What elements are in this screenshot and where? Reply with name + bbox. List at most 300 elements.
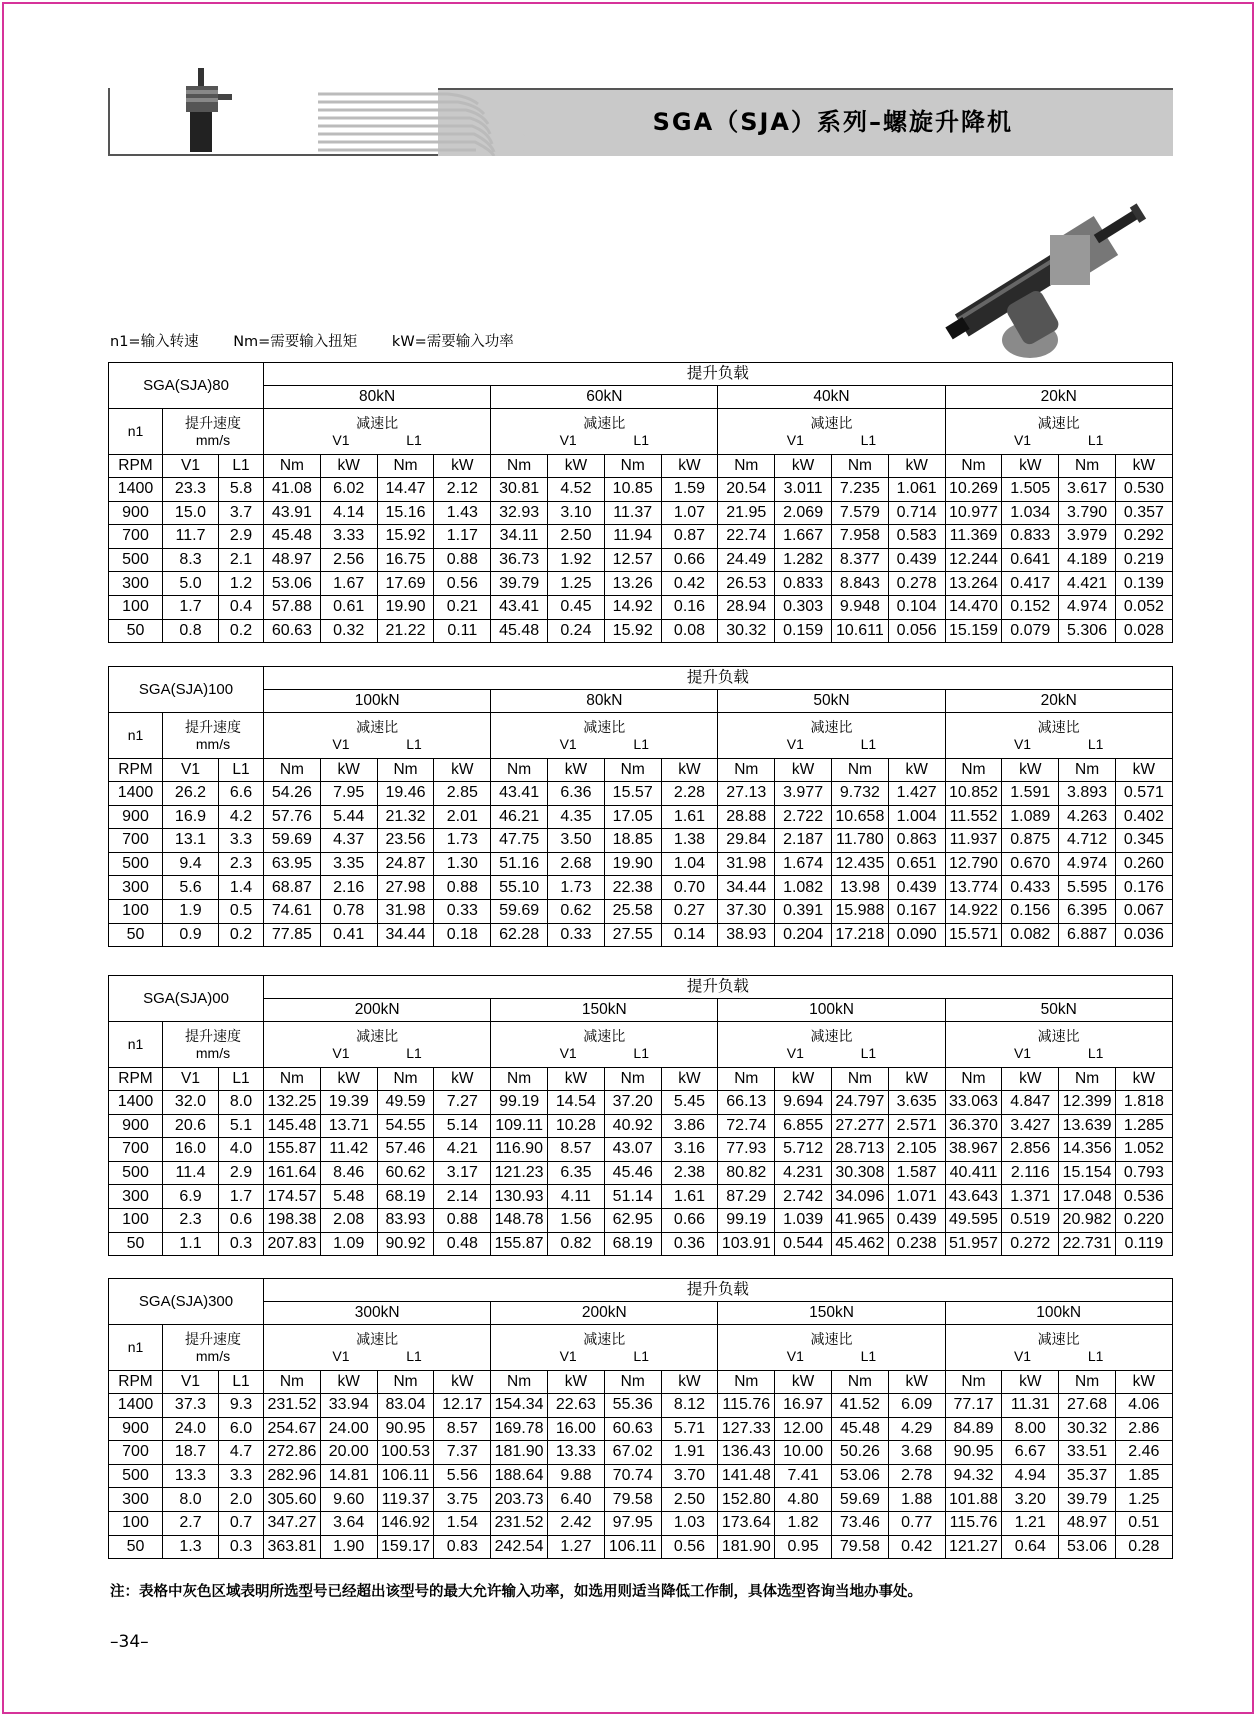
ratio-l1: L1 [1087, 735, 1104, 752]
table-cell: 35.37 [1059, 1464, 1116, 1488]
table-row [109, 619, 1173, 643]
table-cell: 12.790 [945, 852, 1002, 876]
table-cell: 3.979 [1059, 525, 1116, 549]
ratio-sub [718, 1348, 944, 1365]
nm-header: Nm [377, 1068, 434, 1091]
ratio-sub [946, 432, 1172, 449]
ratio-l1: L1 [406, 1044, 422, 1061]
table-cell: 23.3 [163, 478, 219, 502]
speed-unit: mm/s [195, 735, 231, 752]
table-cell: 7.41 [775, 1464, 832, 1488]
table-cell: 16.97 [775, 1394, 832, 1418]
table-cell: 6.09 [888, 1394, 945, 1418]
table-cell: 254.67 [264, 1417, 321, 1441]
table-cell: 33.94 [320, 1394, 377, 1418]
ratio-header [264, 1022, 491, 1068]
table-cell: 20.982 [1059, 1208, 1116, 1232]
ratio-header [945, 1022, 1172, 1068]
table-cell: 15.988 [831, 899, 888, 923]
table-cell: 51.16 [491, 852, 548, 876]
kw-header: kW [661, 1371, 718, 1394]
load-value: 20kN [945, 386, 1172, 409]
ratio-v1: V1 [332, 1347, 350, 1364]
table-cell: 0.11 [434, 619, 491, 643]
table-cell: 1.089 [1002, 805, 1059, 829]
table-row [109, 805, 1173, 829]
table-cell: 0.303 [775, 595, 832, 619]
table-row [109, 1488, 1173, 1512]
ratio-l1: L1 [633, 1347, 649, 1364]
table-cell: 145.48 [264, 1114, 321, 1138]
table-cell: 0.260 [1115, 852, 1172, 876]
table-row [109, 829, 1173, 853]
table-cell: 38.967 [945, 1138, 1002, 1162]
kw-header: kW [1002, 759, 1059, 782]
ratio-label: 减速比 [1037, 718, 1080, 735]
speed-label: 提升速度 [185, 718, 241, 735]
table-cell: 2.28 [661, 782, 718, 806]
table-cell: 8.0 [163, 1488, 219, 1512]
table-cell: 0.439 [888, 548, 945, 572]
table-cell: 0.78 [320, 899, 377, 923]
table-cell: 70.74 [604, 1464, 661, 1488]
table-cell: 1.09 [320, 1232, 377, 1256]
table-cell: 0.036 [1115, 923, 1172, 947]
table-cell: 1400 [109, 782, 163, 806]
table-cell: 97.95 [604, 1511, 661, 1535]
table-cell: 0.9 [163, 923, 219, 947]
table-cell: 3.7 [219, 501, 264, 525]
table-cell: 28.94 [718, 595, 775, 619]
table-cell: 2.46 [1115, 1441, 1172, 1465]
ratio-v1: V1 [559, 735, 577, 752]
table-cell: 141.48 [718, 1464, 775, 1488]
table-cell: 8.00 [1002, 1417, 1059, 1441]
load-header: 提升负载 [264, 976, 1173, 999]
nm-header: Nm [718, 1068, 775, 1091]
speed-label: 提升速度 [185, 1330, 241, 1347]
table-cell: 99.19 [718, 1208, 775, 1232]
nm-header: Nm [377, 759, 434, 782]
table-cell: 1.7 [219, 1185, 264, 1209]
table-cell: 3.10 [548, 501, 605, 525]
table-cell: 0.670 [1002, 852, 1059, 876]
ratio-l1: L1 [406, 431, 422, 448]
table-cell: 0.219 [1115, 548, 1172, 572]
nm-header: Nm [377, 455, 434, 478]
ratio-l1: L1 [633, 1044, 649, 1061]
table-cell: 11.7 [163, 525, 219, 549]
table-cell: 0.16 [661, 595, 718, 619]
table-cell: 5.44 [320, 805, 377, 829]
ratio-v1: V1 [1013, 1044, 1032, 1061]
table-cell: 5.48 [320, 1185, 377, 1209]
ratio-v1: V1 [786, 1347, 804, 1364]
table-cell: 0.3 [219, 1232, 264, 1256]
kw-header: kW [661, 759, 718, 782]
table-cell: 79.58 [831, 1535, 888, 1559]
table-cell: 43.643 [945, 1185, 1002, 1209]
table-cell: 21.22 [377, 619, 434, 643]
table-cell: 0.33 [434, 899, 491, 923]
table-cell: 12.244 [945, 548, 1002, 572]
table-cell: 1.587 [888, 1161, 945, 1185]
table-cell: 8.57 [548, 1138, 605, 1162]
ratio-v1: V1 [786, 431, 804, 448]
speed-header [163, 1325, 264, 1371]
table-cell: 136.43 [718, 1441, 775, 1465]
nm-header: Nm [718, 455, 775, 478]
table-cell: 100 [109, 1208, 163, 1232]
table-cell: 169.78 [491, 1417, 548, 1441]
table-row [109, 1138, 1173, 1162]
nm-header: Nm [264, 455, 321, 478]
ratio-sub [491, 1045, 717, 1062]
ratio-v1: V1 [1013, 735, 1032, 752]
table-cell: 1.91 [661, 1441, 718, 1465]
table-cell: 4.7 [219, 1441, 264, 1465]
table-cell: 57.76 [264, 805, 321, 829]
table-cell: 0.6 [219, 1208, 264, 1232]
table-cell: 0.18 [434, 923, 491, 947]
table-cell: 1.3 [163, 1535, 219, 1559]
legend-n1: n1=输入转速 [110, 334, 199, 350]
table-cell: 9.60 [320, 1488, 377, 1512]
model-name: SGA(SJA)00 [109, 976, 264, 1022]
table-cell: 0.159 [775, 619, 832, 643]
ratio-header [264, 713, 491, 759]
table-cell: 6.02 [320, 478, 377, 502]
table-cell: 3.64 [320, 1511, 377, 1535]
table-cell: 3.86 [661, 1114, 718, 1138]
table-cell: 2.12 [434, 478, 491, 502]
table-cell: 6.887 [1059, 923, 1116, 947]
table-cell: 2.722 [775, 805, 832, 829]
table-cell: 36.370 [945, 1114, 1002, 1138]
table-cell: 4.94 [1002, 1464, 1059, 1488]
ratio-v1: V1 [332, 735, 350, 752]
table-cell: 28.713 [831, 1138, 888, 1162]
table-cell: 4.52 [548, 478, 605, 502]
table-cell: 0.052 [1115, 595, 1172, 619]
table-cell: 3.35 [320, 852, 377, 876]
table-cell: 900 [109, 501, 163, 525]
table-row [109, 501, 1173, 525]
table-cell: 1.82 [775, 1511, 832, 1535]
table-cell: 154.34 [491, 1394, 548, 1418]
table-cell: 39.79 [1059, 1488, 1116, 1512]
load-value: 150kN [491, 999, 718, 1022]
table-cell: 38.93 [718, 923, 775, 947]
table-cell: 26.53 [718, 572, 775, 596]
table-row [109, 1441, 1173, 1465]
table-cell: 9.694 [775, 1091, 832, 1115]
kw-header: kW [548, 1371, 605, 1394]
table-cell: 45.48 [264, 525, 321, 549]
table-row [109, 1114, 1173, 1138]
table-cell: 0.167 [888, 899, 945, 923]
table-cell: 27.55 [604, 923, 661, 947]
table-cell: 7.37 [434, 1441, 491, 1465]
table-cell: 90.92 [377, 1232, 434, 1256]
ratio-l1: L1 [860, 1044, 877, 1061]
table-cell: 41.08 [264, 478, 321, 502]
table-cell: 3.790 [1059, 501, 1116, 525]
table-cell: 2.86 [1115, 1417, 1172, 1441]
table-cell: 10.00 [775, 1441, 832, 1465]
ratio-sub [264, 1348, 490, 1365]
table-cell: 0.95 [775, 1535, 832, 1559]
table-cell: 62.28 [491, 923, 548, 947]
table-cell: 77.93 [718, 1138, 775, 1162]
table-cell: 1400 [109, 478, 163, 502]
table-cell: 14.356 [1059, 1138, 1116, 1162]
table-cell: 0.36 [661, 1232, 718, 1256]
table-cell: 127.33 [718, 1417, 775, 1441]
table-cell: 2.16 [320, 876, 377, 900]
table-cell: 1.25 [548, 572, 605, 596]
table-cell: 17.69 [377, 572, 434, 596]
table-cell: 15.159 [945, 619, 1002, 643]
table-cell: 0.793 [1115, 1161, 1172, 1185]
table-cell: 2.1 [219, 548, 264, 572]
table-cell: 0.32 [320, 619, 377, 643]
table-cell: 900 [109, 1114, 163, 1138]
table-cell: 2.7 [163, 1511, 219, 1535]
table-cell: 37.3 [163, 1394, 219, 1418]
table-cell: 1.7 [163, 595, 219, 619]
load-value: 200kN [491, 1302, 718, 1325]
table-cell: 0.056 [888, 619, 945, 643]
table-cell: 0.345 [1115, 829, 1172, 853]
table-cell: 116.90 [491, 1138, 548, 1162]
table-cell: 1.21 [1002, 1511, 1059, 1535]
table-cell: 363.81 [264, 1535, 321, 1559]
model-name: SGA(SJA)300 [109, 1279, 264, 1325]
table-cell: 0.402 [1115, 805, 1172, 829]
table-cell: 242.54 [491, 1535, 548, 1559]
table-cell: 41.965 [831, 1208, 888, 1232]
table-cell: 4.35 [548, 805, 605, 829]
table-cell: 24.00 [320, 1417, 377, 1441]
table-cell: 1.88 [888, 1488, 945, 1512]
table-cell: 11.37 [604, 501, 661, 525]
table-cell: 32.0 [163, 1091, 219, 1115]
ratio-label: 减速比 [1037, 1330, 1080, 1347]
table-cell: 1.67 [320, 572, 377, 596]
table-cell: 11.937 [945, 829, 1002, 853]
ratio-sub [491, 1348, 717, 1365]
load-value: 100kN [264, 690, 491, 713]
table-cell: 8.377 [831, 548, 888, 572]
table-cell: 27.13 [718, 782, 775, 806]
table-cell: 90.95 [945, 1441, 1002, 1465]
table-cell: 0.14 [661, 923, 718, 947]
table-cell: 121.27 [945, 1535, 1002, 1559]
table-cell: 0.571 [1115, 782, 1172, 806]
table-cell: 6.67 [1002, 1441, 1059, 1465]
table-cell: 30.81 [491, 478, 548, 502]
table-cell: 43.41 [491, 595, 548, 619]
table-cell: 0.27 [661, 899, 718, 923]
table-cell: 1.56 [548, 1208, 605, 1232]
table-cell: 83.93 [377, 1208, 434, 1232]
table-cell: 14.54 [548, 1091, 605, 1115]
table-cell: 0.2 [219, 619, 264, 643]
table-cell: 50.26 [831, 1441, 888, 1465]
table-cell: 0.56 [434, 572, 491, 596]
table-cell: 0.439 [888, 876, 945, 900]
load-value: 40kN [718, 386, 945, 409]
table-row [109, 1464, 1173, 1488]
table-cell: 188.64 [491, 1464, 548, 1488]
speed-label: 提升速度 [185, 414, 241, 431]
table-cell: 16.75 [377, 548, 434, 572]
table-cell: 21.32 [377, 805, 434, 829]
nm-header: Nm [945, 455, 1002, 478]
table-cell: 1400 [109, 1091, 163, 1115]
table-cell: 50 [109, 1535, 163, 1559]
table-cell: 11.94 [604, 525, 661, 549]
table-cell: 47.75 [491, 829, 548, 853]
table-cell: 106.11 [604, 1535, 661, 1559]
table-cell: 63.95 [264, 852, 321, 876]
table-cell: 1.082 [775, 876, 832, 900]
table-cell: 0.544 [775, 1232, 832, 1256]
table-cell: 6.36 [548, 782, 605, 806]
table-cell: 25.58 [604, 899, 661, 923]
table-cell: 3.3 [219, 1464, 264, 1488]
table-cell: 1.25 [1115, 1488, 1172, 1512]
table-cell: 13.774 [945, 876, 1002, 900]
ratio-sub [718, 1045, 944, 1062]
table-cell: 6.6 [219, 782, 264, 806]
table-cell: 0.5 [219, 899, 264, 923]
table-cell: 109.11 [491, 1114, 548, 1138]
table-cell: 79.58 [604, 1488, 661, 1512]
kw-header: kW [888, 455, 945, 478]
table-cell: 0.082 [1002, 923, 1059, 947]
table-cell: 0.8 [163, 619, 219, 643]
table-cell: 4.263 [1059, 805, 1116, 829]
table-cell: 0.41 [320, 923, 377, 947]
ratio-v1: V1 [332, 1044, 350, 1061]
ratio-l1: L1 [1087, 1347, 1104, 1364]
table-row [109, 1535, 1173, 1559]
nm-header: Nm [604, 455, 661, 478]
nm-header: Nm [604, 759, 661, 782]
table-cell: 2.38 [661, 1161, 718, 1185]
table-cell: 30.308 [831, 1161, 888, 1185]
table-cell: 1.73 [434, 829, 491, 853]
table-cell: 0.51 [1115, 1511, 1172, 1535]
ratio-label: 减速比 [1037, 1027, 1080, 1044]
table-cell: 54.26 [264, 782, 321, 806]
table-cell: 272.86 [264, 1441, 321, 1465]
speed-header [163, 409, 264, 455]
table-cell: 300 [109, 1185, 163, 1209]
load-value: 20kN [945, 690, 1172, 713]
nm-header: Nm [945, 759, 1002, 782]
table-cell: 181.90 [491, 1441, 548, 1465]
table-cell: 50 [109, 923, 163, 947]
table-cell: 4.0 [219, 1138, 264, 1162]
table-cell: 0.2 [219, 923, 264, 947]
table-cell: 18.85 [604, 829, 661, 853]
table-cell: 5.712 [775, 1138, 832, 1162]
speed-header [163, 1022, 264, 1068]
nm-header: Nm [718, 759, 775, 782]
table-cell: 31.98 [718, 852, 775, 876]
load-value: 80kN [491, 690, 718, 713]
table-cell: 11.42 [320, 1138, 377, 1162]
table-cell: 1.505 [1002, 478, 1059, 502]
ratio-v1: V1 [559, 1044, 577, 1061]
table-cell: 0.3 [219, 1535, 264, 1559]
table-cell: 0.24 [548, 619, 605, 643]
ratio-l1: L1 [406, 1347, 422, 1364]
table-cell: 0.863 [888, 829, 945, 853]
table-cell: 106.11 [377, 1464, 434, 1488]
table-cell: 2.069 [775, 501, 832, 525]
table-cell: 0.83 [434, 1535, 491, 1559]
table-cell: 3.635 [888, 1091, 945, 1115]
screw-jack-photo-icon [925, 180, 1165, 360]
table-cell: 1.282 [775, 548, 832, 572]
table-row [109, 1394, 1173, 1418]
table-cell: 9.732 [831, 782, 888, 806]
table-cell: 2.571 [888, 1114, 945, 1138]
table-cell: 130.93 [491, 1185, 548, 1209]
table-cell: 0.519 [1002, 1208, 1059, 1232]
table-cell: 72.74 [718, 1114, 775, 1138]
table-cell: 4.06 [1115, 1394, 1172, 1418]
table-cell: 46.21 [491, 805, 548, 829]
table-cell: 5.71 [661, 1417, 718, 1441]
table-cell: 22.731 [1059, 1232, 1116, 1256]
table-cell: 19.90 [377, 595, 434, 619]
speed-unit: mm/s [195, 1044, 231, 1061]
page-title: SGA（SJA）系列–螺旋升降机 [652, 108, 1013, 136]
v1-header: V1 [163, 455, 219, 478]
table-cell: 121.23 [491, 1161, 548, 1185]
ratio-label: 减速比 [356, 1027, 399, 1044]
table-cell: 3.011 [775, 478, 832, 502]
kw-header: kW [888, 759, 945, 782]
ratio-header [945, 713, 1172, 759]
table-cell: 60.63 [264, 619, 321, 643]
ratio-header [264, 1325, 491, 1371]
table-cell: 0.88 [434, 548, 491, 572]
nm-header: Nm [604, 1068, 661, 1091]
table-cell: 6.9 [163, 1185, 219, 1209]
table-cell: 53.06 [1059, 1535, 1116, 1559]
load-value: 60kN [491, 386, 718, 409]
table-cell: 6.855 [775, 1114, 832, 1138]
table-cell: 26.2 [163, 782, 219, 806]
table-cell: 7.235 [831, 478, 888, 502]
ratio-label: 减速比 [356, 718, 399, 735]
kw-header: kW [1115, 455, 1172, 478]
table-cell: 155.87 [264, 1138, 321, 1162]
table-cell: 1400 [109, 1394, 163, 1418]
ratio-header [945, 409, 1172, 455]
table-cell: 15.16 [377, 501, 434, 525]
table-row [109, 1511, 1173, 1535]
nm-header: Nm [604, 1371, 661, 1394]
table-cell: 28.88 [718, 805, 775, 829]
table-cell: 282.96 [264, 1464, 321, 1488]
